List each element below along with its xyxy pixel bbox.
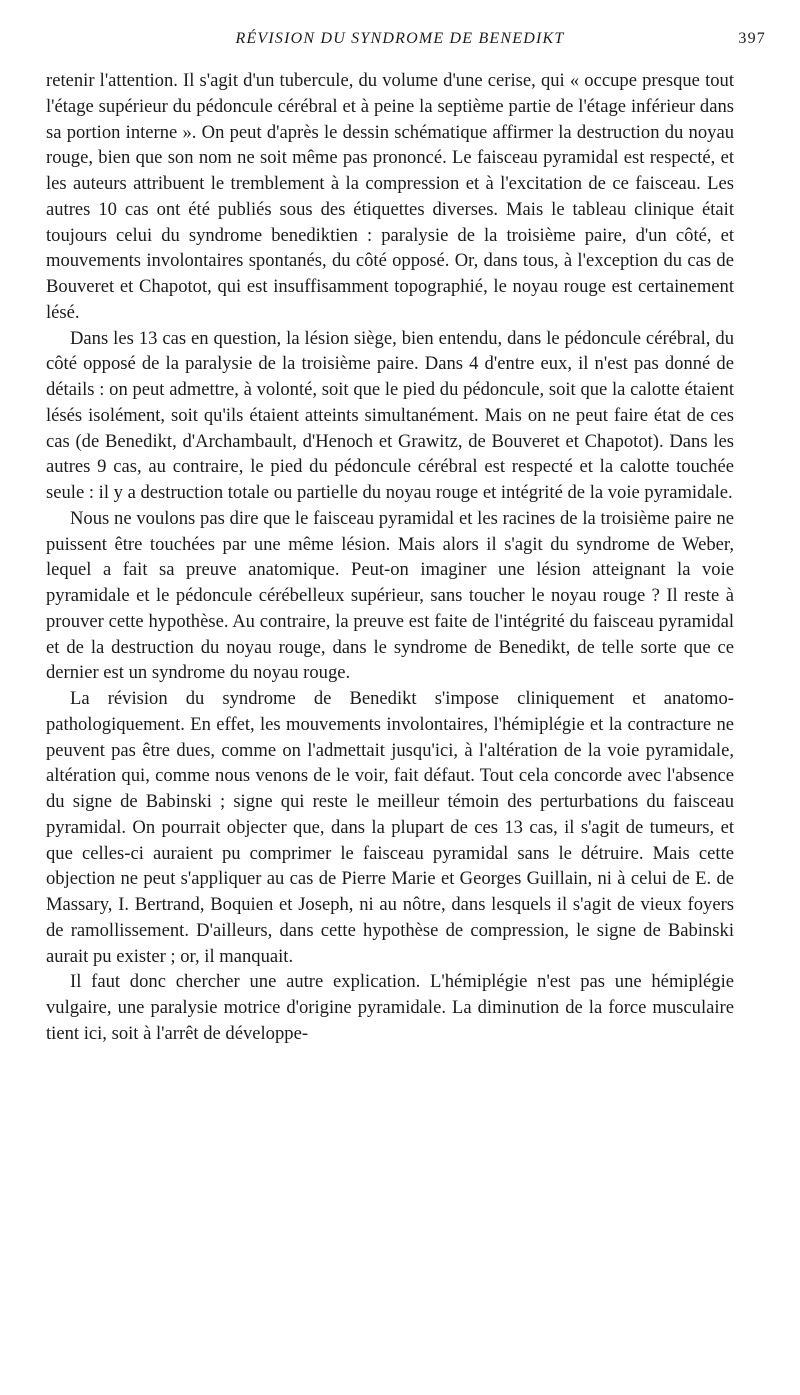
paragraph-1: retenir l'attention. Il s'agit d'un tubercule, du volume d'une cerise, qui « occupe presque tout l'étage supérieur du pédoncule cérébral et à peine la septième partie de l'étage inférieur dans sa portion interne ». On peut d'après le dessin schématique affirmer la destruction du noyau rouge, bien que son nom ne soit même pas prononcé. Le faisceau pyramidal est respecté, et les auteurs attribuent le tremblement à la compression et à l'excitation de ce faisceau. Les autres 10 cas ont été publiés sous des étiquettes diverses. Mais le tableau clinique était toujours celui du syndrome benediktien : paralysie de la troisième paire, d'un côté, et mouvements involontaires spontanés, du côté opposé. Or, dans tous, à l'exception du cas de Bouveret et Chapotot, qui est insuffisamment topographié, le noyau rouge est certainement lésé. bbox=[46, 70, 734, 323]
running-head bbox=[0, 30, 800, 58]
paragraph-2: Dans les 13 cas en question, la lésion siège, bien entendu, dans le pédoncule cérébral, du côté opposé de la paralysie de la troisième paire. Dans 4 d'entre eux, il n'est pas donné de détails : on peut admettre, à volonté, soit que le pied du pédoncule, soit que la calotte étaient lésés isolément, soit qu'ils étaient atteints simultanément. Mais on ne peut faire état de ces cas (de Benedikt, d'Archambault, d'Henoch et Grawitz, de Bouveret et Chapotot). Dans les autres 9 cas, au contraire, le pied du pédoncule cérébral est respecté et la calotte touchée seule : il y a destruction totale ou partielle du noyau rouge et intégrité de la voie pyramidale. bbox=[46, 327, 734, 503]
running-title: RÉVISION DU SYNDROME DE BENEDIKT bbox=[235, 30, 565, 47]
paragraph-4: La révision du syndrome de Benedikt s'impose cliniquement et anatomo-pathologiquement. En effet, les mouvements involontaires, l'hémiplégie et la contracture ne peuvent pas être dues, comme on l'admettait jusqu'ici, à l'altération de la voie pyramidale, altération qui, comme nous venons de le voir, fait défaut. Tout cela concorde avec l'absence du signe de Babinski ; signe qui reste le meilleur témoin des perturbations du faisceau pyramidal. On pourrait objecter que, dans la plupart de ces 13 cas, il s'agit de tumeurs, et que celles-ci auraient pu comprimer le faisceau pyramidal sans le détruire. Mais cette objection ne peut s'appliquer au cas de Pierre Marie et Georges Guillain, ni à celui de E. de Massary, I. Bertrand, Boquien et Joseph, ni au nôtre, dans lesquels il s'agit de vieux foyers de ramollissement. D'ailleurs, dans cette hypothèse de compression, le signe de Babinski aurait pu exister ; or, il manquait. bbox=[46, 688, 734, 967]
paragraph-5: Il faut donc chercher une autre explication. L'hémiplégie n'est pas une hémiplégie vulgaire, une paralysie motrice d'origine pyramidale. La diminution de la force musculaire tient ici, soit à l'arrêt de développe- bbox=[46, 971, 734, 1044]
page-number: 397 bbox=[738, 30, 766, 47]
paragraph-3: Nous ne voulons pas dire que le faisceau pyramidal et les racines de la troisième paire ne puissent être touchées par une même lésion. Mais alors il s'agit du syndrome de Weber, lequel a fait sa preuve anatomique. Peut-on imaginer une lésion atteignant la voie pyramidale et le pédoncule cérébelleux supérieur, sans toucher le noyau rouge ? Il reste à prouver cette hypothèse. Au contraire, la preuve est faite de l'intégrité du faisceau pyramidal et de la destruction du noyau rouge, dans le syndrome de Benedikt, de telle sorte que ce dernier est un syndrome du noyau rouge. bbox=[46, 507, 734, 684]
body-text bbox=[46, 68, 734, 1047]
